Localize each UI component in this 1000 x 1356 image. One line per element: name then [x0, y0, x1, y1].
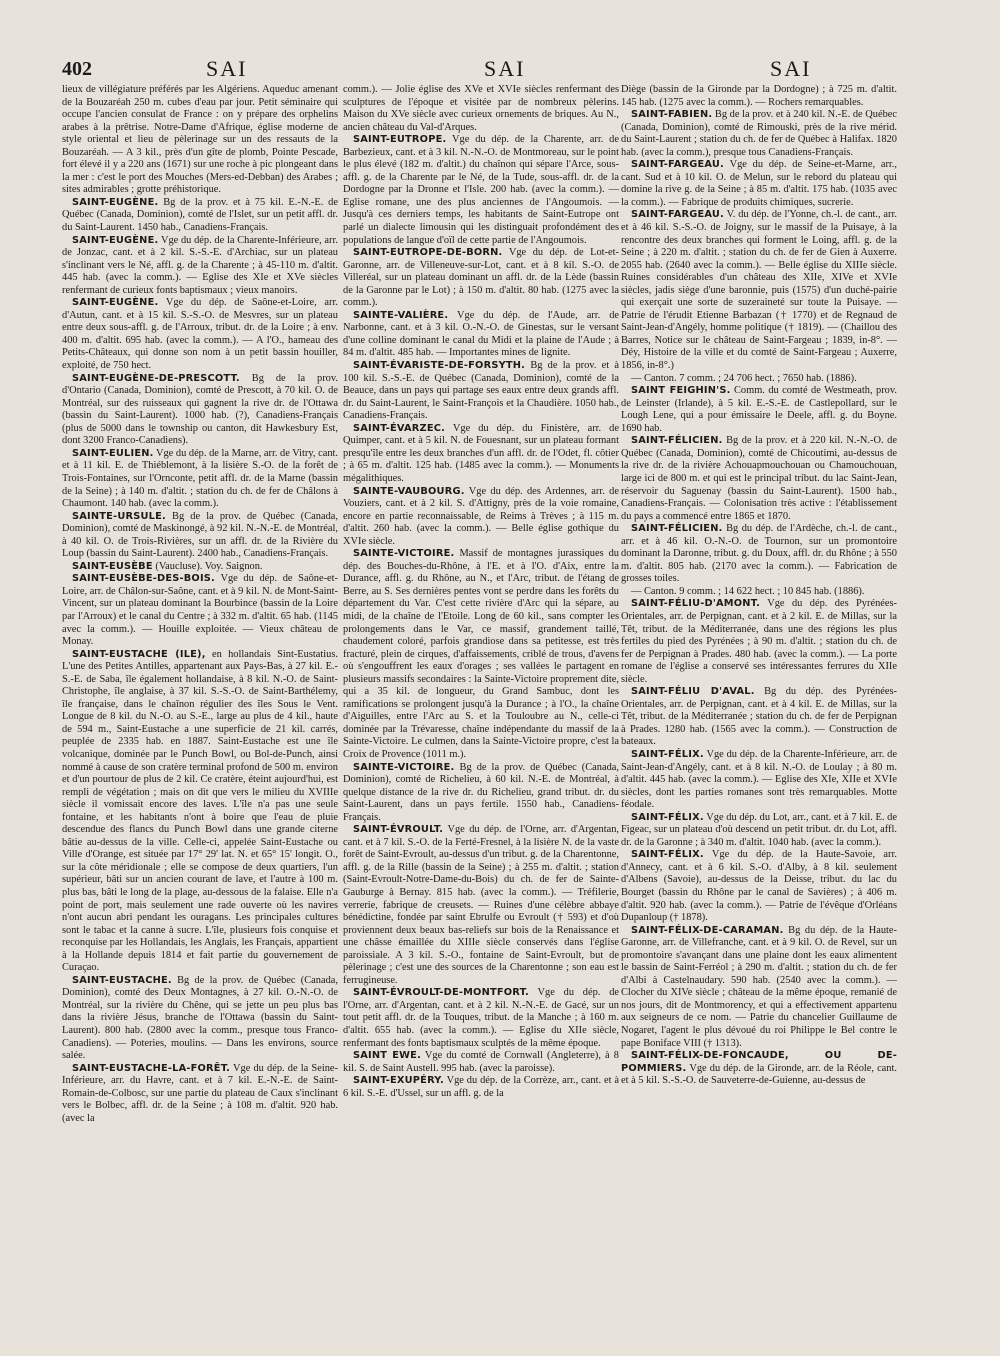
entry-text: — Canton. 7 comm. ; 24 706 hect. ; 7650 hab. (1886). [631, 372, 857, 384]
entry-headword: SAINT-EUSÈBE [72, 560, 153, 572]
entry-text: Vge du dép. de la Charente-Inférieure, arr. de Saint-Jean-d'Angély, cant. et à 8 kil. N.-O. de Loulay ; à 80 m. d'altit. 445 hab. (avec la comm.). — Eglise des XIe, XIIe et XVIe siècles, dont les parties romanes sont très remarquables. Motte féodale. [621, 748, 897, 811]
entry-text: Vge du dép. du Lot, arr., cant. et à 7 kil. E. de Figeac, sur un plateau d'où descend un petit tribut. dr. du Lot, affl. dr. de la Garonne ; à 340 m. d'altit. 1040 hab. (avec la comm.). [621, 811, 897, 848]
running-head-center: SAI [484, 56, 526, 81]
dictionary-entry [62, 84, 338, 197]
dictionary-entry [621, 686, 897, 749]
entry-headword: SAINT-FÉLIX-DE-CARAMAN. [631, 924, 784, 936]
entry-text: Bg de la prov. et à 220 kil. N.-N.-O. de Québec (Canada, Dominion), comté de Chicoutimi, au-dessus de la rive dr. de la rivière Achouapmouchouan ou Chamouchouan, large ici de 800 m. et qui est le principal tribut. du lac Saint-Jean, réservoir du Saguenay (bassin du Saint-Laurent). 1500 hab., Canadiens-Français. — Colonisation très active : l'établissement du pays a commencé entre 1865 et 1870. [621, 435, 897, 522]
dictionary-entry [343, 987, 619, 1050]
entry-text: en hollandais Sint-Eustatius. L'une des Petites Antilles, appartenant aux Pays-Bas, à 27 kil. E.-S.-E. de Saba, île également hollandaise, à 8 kil. N.-O. de Saint-Christophe, île anglaise, à 37 kil. S.-S.-O. de Saint-Barthélemy, île française, dans le chaînon régulier des îles Sous le Vent. Longue de 8 kil. du N.-O. au S.-E., large au plus de 4 kil., haute de 594 m., Saint-Eustache a une superficie de 21 kil. carrés, peuplée de 2335 hab. en 1887. Saint-Eustache est une île volcanique, dominée par le Punch Bowl, ou Bol-de-Punch, ainsi nommé à cause de son cratère terminal profond de 500 m. environ et d'un pourtour de plus de 2 kil. Ce cratère, éteint aujourd'hui, est rempli de végétation ; mais on dit que vers le milieu du XVIIIe siècle il vomissait encore des laves. L'île n'a pas une seule fontaine, et les habitants n'ont à boire que l'eau de pluie descendue des flancs du Punch Bowl dans une grande citerne bâtie au-dessus de la ville. Celle-ci, appelée Saint-Eustache ou Ville d'Orange, est située par 17° 29' lat. N. et 65° 15' longit. O., sur la côte méridionale ; elle se compose de deux quartiers, l'un supérieur, bâti sur un ancien courant de lave, et l'autre à 100 m. plus bas, bâti le long de la plage, au-dessous de la falaise. Elle n'a point de port, mais seulement une rade ouverte où les navires n'ont aucun abri pendant les ouragans. Les principales cultures sont le tabac et la canne à sucre. L'île, plusieurs fois conquise et reconquise par les Hollandais, les Anglais, les Français, appartient à la Hollande depuis 1814 et fait partie du gouvernement de Curaçao. [62, 648, 338, 974]
entry-text: Vge du dép. de la Gironde, arr. de la Réole, cant. et à 5 kil. S.-S.-O. de Sauveterre-de-Guienne, au-dessus de [621, 1062, 897, 1087]
dictionary-entry [621, 84, 897, 109]
dictionary-entry [621, 435, 897, 523]
entry-headword: SAINTE-VAUBOURG. [353, 485, 465, 497]
entry-headword: SAINT-FÉLIU-D'AMONT. [631, 598, 760, 610]
column-1 [62, 84, 338, 1125]
dictionary-entry [343, 134, 619, 247]
column-2 [343, 84, 619, 1100]
entry-text: Bg de la prov. d'Ontario (Canada, Dominion), comté de Prescott, à 70 kil. O. de Montréal, sur des ruisseaux qui gagnent la rive dr. de l'Ottawa (bassin du Saint-Laurent). 1000 hab. (?), Canadiens-Français (plus de 5000 dans le township ou canton, dit Hawkesbury Est, dont 3200 Franco-Canadiens). [62, 372, 338, 447]
entry-text: — Canton. 9 comm. ; 14 622 hect. ; 10 845 hab. (1886). [631, 585, 865, 597]
entry-text: Bg de la prov. et à 100 kil. S.-S.-E. de Québec (Canada, Dominion), comté de la Beauce, dans un pays qui partage ses eaux entre deux grands affl. dr. du Saint-Laurent, le Saint-François et la Chaudière. 1050 hab., Canadiens-Français. [343, 360, 619, 422]
entry-headword: SAINT-FÉLIX. [631, 811, 704, 823]
dictionary-entry [621, 209, 897, 372]
entry-text: Massif de montagnes jurassiques du dép. des Bouches-du-Rhône, à l'E. et à l'O. d'Aix, entre la Durance, affl. g. du Rhône, au N., et l'Arc, tribut. de l'étang de Berre, au S. Ses dernières pentes vont se perdre dans les forêts du département du Var. C'est cette rivière d'Arc qui la sépare, au midi, de la chaîne de l'Etoile. Long de 60 kil., sans compter les prolongements dans le Var, ce massif, grandement taillé, chaudement coloré, parfois grandiose dans sa petitesse, est très fracturé, plein de cirques, d'affaissements, criblé de trous, d'avens où s'engouffrent les eaux d'orages ; ses vallées le partagent en plusieurs massifs secondaires : la Sainte-Victoire proprement dite, qui a 35 kil. de longueur, du Grand Sambuc, dont les ramifications se prolongent jusqu'à la Durance ; à l'O., la chaîne d'Aiguilles, entre l'Arc au S. et la Touloubre au N., celle-ci dominée par la Trévaresse, chaîne indépendante du massif de la Sainte-Victoire. Le culmen, dans la Sainte-Victoire propre, c'est la Croix de Provence (1011 m.). [343, 548, 619, 760]
entry-text: Vge du dép. de l'Orne, arr. d'Argentan, cant. et à 7 kil. S.-O. de la Ferté-Fresnel, à la lisière N. de la vaste forêt de Saint-Evroult, au-dessus d'un tribut. g. de la Charentonne, affl. g. de la Rille (bassin de la Seine) ; à 255 m. d'altit. ; station (Saint-Evroult-Notre-Dame-du-Bois) du ch. de fer de Sainte-Gauburge à Bernay. 815 hab. (avec la comm.). — Tréfilerie, verrerie, fabrique de creusets. — Ruines d'une célèbre abbaye bénédictine, fondée par saint Ebrulfe ou Evroult († 593) et d'où proviennent deux beaux bas-reliefs sur bois de la Renaissance et une châsse émaillée du XIIIe siècle conservés dans l'église paroissiale. A 3 kil. S.-O., fontaine de Saint-Evroult, but de pèlerinage ; c'est une des sources de la Charentonne ; son eau est ferrugineuse. [343, 824, 619, 986]
dictionary-entry [621, 849, 897, 924]
entry-text: comm.). — Jolie église des XVe et XVIe siècles renfermant des sculptures de l'époque et visitée par de nombreux pèlerins. Maison du XVe siècle avec curieux ornements de briques. Au N., ancien château du Val-d'Arques. [343, 84, 619, 133]
dictionary-entry [62, 511, 338, 561]
running-head-left: SAI [206, 56, 248, 81]
entry-headword: SAINT-EXUPÉRY. [353, 1075, 444, 1087]
dictionary-entry [621, 586, 897, 599]
entry-headword: SAINT-EUSÈBE-DES-BOIS. [72, 573, 215, 585]
entry-headword: SAINTE-VALIÈRE. [353, 309, 449, 321]
entry-headword: SAINTE-VICTOIRE. [353, 761, 455, 773]
dictionary-entry [343, 1075, 619, 1100]
entry-headword: SAINT-EUTROPE-DE-BORN. [353, 247, 503, 259]
dictionary-entry [621, 1050, 897, 1088]
dictionary-entry [62, 235, 338, 298]
entry-headword: SAINT-FÉLICIEN. [631, 435, 723, 447]
entry-text: V. du dép. de l'Yonne, ch.-l. de cant., arr. et à 46 kil. S.-S.-O. de Joigny, sur le massif de la Puisaye, à la rencontre des deux branches qui forment le Loing, affl. g. de la Seine ; à 220 m. d'altit. ; station du ch. de fer de Gien à Auxerre. 2055 hab. (2640 avec la comm.). — Belle église du XIIIe siècle. Ruines considérables d'un château des XIIe, XIVe et XVIe siècles, jadis siège d'une baronnie, puis (1575) d'un duché-pairie qui exerçait une sorte de suzeraineté sur toute la Puisaye. — Patrie de l'érudit Etienne Barbazan († 1770) et de Regnaud de Saint-Jean-d'Angély, homme politique († 1819). — (Chaillou des Barres, Notice sur le château de Saint-Fargeau ; 1839, in-8°. — Déy, Histoire de la ville et du comté de Saint-Fargeau ; Auxerre, 1856, in-8°.) [621, 209, 897, 372]
entry-headword: SAINT-ÉVARISTE-DE-FORSYTH. [353, 360, 526, 372]
entry-headword: SAINT-FÉLIX. [631, 748, 704, 760]
entry-headword: SAINT-FARGEAU. [631, 159, 724, 171]
entry-text: Bg de la prov. de Québec (Canada, Dominion), comté de Maskinongé, à 92 kil. N.-N.-E. de Montréal, à 40 kil. O. de Trois-Rivières, sur un affl. dr. de la Rivière du Loup (bassin du Saint-Laurent). 2400 hab., Canadiens-Français. [62, 510, 338, 560]
entry-headword: SAINTE-VICTOIRE. [353, 548, 455, 560]
entry-headword: SAINT-ÉVROULT. [353, 824, 444, 836]
entry-headword: SAINT-EUGÈNE. [72, 196, 159, 208]
entry-text: Bg de la prov. de Québec (Canada, Dominion), comté des Deux Montagnes, à 27 kil. O.-N.-O. de Montréal, sur la rivière du Chêne, qui se jette un peu plus bas dans la rivière Jésus, branche de l'Ottawa (bassin du Saint-Laurent). 800 hab. (2800 avec la comm., presque tous Franco-Canadiens). — Poteries, moulins. — Dans les environs, source salée. [62, 974, 338, 1062]
dictionary-entry [621, 523, 897, 586]
dictionary-entry [62, 561, 338, 574]
entry-text: Vge du dép. de la Seine-Inférieure, arr. du Havre, cant. et à 7 kil. E.-N.-E. de Saint-Romain-de-Colbosc, sur une partie du plateau de Caux s'inclinant vers le Bolbec, affl. dr. de la Seine ; à 108 m. d'altit. 920 hab. (avec la [62, 1062, 338, 1124]
page-number: 402 [62, 58, 92, 80]
dictionary-entry [62, 975, 338, 1063]
entry-text: Vge du dép. de Saône-et-Loire, arr. de Châlon-sur-Saône, cant. et à 9 kil. N. de Mont-Saint-Vincent, sur un plateau dominant la Bourbince (bassin de la Loire par l'Arroux) et le canal du Centre ; à 332 m. d'altit. 65 hab. (1145 avec la comm.). — Houille exploitée. — Vieux château de Monay. [62, 573, 338, 648]
entry-text: Vge du dép. de la Haute-Savoie, arr. d'Annecy, cant. et à 6 kil. S.-O. d'Alby, à 8 kil. seulement d'Albens (Savoie), au-dessus de la Deisse, tribut. du lac du Bourget (bassin du Rhône par le canal de Savières) ; à 406 m. d'altit. 920 hab. (avec la comm.). — Patrie de l'évêque d'Orléans Dupanloup († 1878). [621, 849, 897, 924]
dictionary-entry [62, 297, 338, 372]
dictionary-entry [343, 423, 619, 486]
dictionary-entry [62, 448, 338, 511]
entry-text: Vge du dép. de l'Orne, arr. d'Argentan, cant. et à 2 kil. N.-N.-E. de Gacé, sur un tout petit affl. dr. de la Touques, tribut. de la Manche ; à 160 m. d'altit. 655 hab. (avec la comm.). — Eglise du XIIe siècle, renfermant des fonts baptismaux sculptés de la même époque. [343, 987, 619, 1049]
entry-headword: SAINT-FÉLICIEN. [631, 523, 723, 535]
entry-text: Bg du dép. des Pyrénées-Orientales, arr. de Perpignan, cant. et à 4 kil. E. de Millas, sur la Têt, tribut. de la Méditerranée ; station du ch. de fer de Perpignan à Prades. 1280 hab. (1565 avec la comm.). — Construction de bateaux. [621, 686, 897, 748]
dictionary-entry [621, 159, 897, 209]
dictionary-entry [62, 649, 338, 975]
entry-headword: SAINT FEIGHIN'S. [631, 385, 731, 397]
dictionary-entry [621, 812, 897, 850]
column-3 [621, 84, 897, 1088]
entry-text: Vge du dép. de la Corrèze, arr., cant. et à 6 kil. S.-E. d'Ussel, sur un affl. g. de la [343, 1075, 619, 1099]
dictionary-entry [62, 197, 338, 235]
entry-headword: SAINT-EUSTACHE (ILE), [72, 648, 206, 660]
entry-text: Bg du dép. de l'Ardèche, ch.-l. de cant., arr. et à 46 kil. O.-N.-O. de Tournon, sur un promontoire dominant la Daronne, tribut. g. du Doux, affl. dr. du Rhône ; à 550 m. d'altit. 805 hab. (2170 avec la comm.). — Fabrication de grosses toiles. [621, 523, 897, 585]
dictionary-entry [621, 598, 897, 686]
entry-headword: SAINTE-URSULE. [72, 510, 166, 522]
dictionary-entry [343, 824, 619, 987]
entry-text: Vge du dép. de la Charente-Inférieure, arr. de Jonzac, cant. et à 2 kil. S.-S.-E. d'Archiac, sur un plateau s'inclinant vers le Né, affl. g. de la Charente ; à 45-110 m. d'altit. 445 hab. (avec la comm.). — Eglise des XIe et XVe siècles renfermant de curieux fonts baptismaux ; vieux manoirs. [62, 234, 338, 296]
entry-headword: SAINT-EUGÈNE. [72, 297, 159, 309]
dictionary-entry [621, 109, 897, 159]
entry-headword: SAINT-EUGÈNE-DE-PRESCOTT. [72, 372, 240, 384]
entry-headword: SAINT-FARGEAU. [631, 209, 724, 221]
dictionary-entry [343, 310, 619, 360]
dictionary-entry [621, 373, 897, 386]
dictionary-entry [343, 360, 619, 423]
dictionary-entry [343, 762, 619, 825]
entry-text: Vge du dép. de Saône-et-Loire, arr. d'Autun, cant. et à 15 kil. S.-S.-O. de Mesvres, sur un plateau entre deux sous-affl. g. de l'Arroux, tribut. dr. de la Loire ; à env. 400 m. d'altit. 695 hab. (avec la comm.). — A l'O., hameau des Petits-Châteaux, qui donne son nom à un petit bassin houiller, exploité, de 750 hect. [62, 297, 338, 372]
entry-headword: SAINT-FÉLIX-DE-FONCAUDE, OU DE-POMMIERS. [621, 1050, 897, 1074]
entry-text: Comm. du comté de Westmeath, prov. de Leinster (Irlande), à 5 kil. E.-S.-E. de Castlepollard, sur le Lough Lene, qui a pour émissaire le Deele, affl. g. du Boyne. 1690 hab. [621, 385, 897, 434]
entry-text: Vge du dép. de l'Aude, arr. de Narbonne, cant. et à 3 kil. O.-N.-O. de Ginestas, sur le versant d'une colline dominant le canal du Midi et la plaine de l'Aude ; à 84 m. d'altit. 485 hab. — Importantes mines de lignite. [343, 309, 619, 359]
entry-text: Vge du dép. de la Charente, arr. de Barbezieux, cant. et à 3 kil. N.-N.-O. de Montmoreau, sur le point le plus élevé (182 m. d'altit.) du chaînon qui sépare l'Arce, sous-affl. g. de la Charente par le Né, de la Tude, sous-affl. dr. de la Dordogne par la Dronne et l'Isle. 200 hab. (avec la comm.). — Eglise romane, une des plus anciennes de l'Angoumois. — Jusqu'à ces derniers temps, les habitants de Saint-Eutrope ont parlé un dialecte limousin qui les distinguait profondément des populations de langue d'oïl de cette partie de l'Angoumois. [343, 134, 619, 246]
dictionary-entry [621, 925, 897, 1050]
entry-headword: SAINT-FABIEN. [631, 109, 713, 121]
dictionary-entry [62, 373, 338, 448]
entry-headword: SAINT-EUTROPE. [353, 134, 447, 146]
dictionary-entry [621, 385, 897, 435]
entry-text: Vge du dép. de Lot-et-Garonne, arr. de Villeneuve-sur-Lot, cant. et à 8 kil. S.-O. de Villeréal, sur un plateau dominant un affl. dr. de la Lède (bassin de la Garonne par le Lot) ; à 150 m. d'altit. 80 hab. (1275 avec la comm.). [343, 247, 619, 309]
dictionary-entry [62, 573, 338, 648]
entry-headword: SAINT-FÉLIU D'AVAL. [631, 686, 755, 698]
dictionary-entry [343, 548, 619, 761]
entry-headword: SAINT-ÉVROULT-DE-MONTFORT. [353, 987, 529, 999]
entry-headword: SAINT-EUGÈNE. [72, 234, 159, 246]
entry-text: Bg de la prov. et à 75 kil. E.-N.-E. de Québec (Canada, Dominion), comté de l'Islet, sur un petit affl. dr. du Saint-Laurent. 1450 hab., Canadiens-Français. [62, 196, 338, 234]
dictionary-entry [343, 486, 619, 549]
entry-headword: SAINT EWE. [353, 1050, 421, 1062]
entry-headword: SAINT-ÉVARZEC. [353, 422, 446, 434]
entry-text: (Vaucluse). Voy. Saignon. [155, 560, 263, 572]
entry-headword: SAINT-EUSTACHE-LA-FORÊT. [72, 1062, 231, 1074]
dictionary-entry [62, 1063, 338, 1126]
entry-text: Bg de la prov. de Québec (Canada, Dominion), comté de Richelieu, à 60 kil. N.-E. de Montréal, à quelque distance de la rive dr. du Richelieu, grand tribut. dr. du Saint-Laurent, dans un pays fertile. 1550 hab., Canadiens-Français. [343, 761, 619, 823]
dictionary-entry [343, 1050, 619, 1075]
entry-text: Bg de la prov. et à 240 kil. N.-E. de Québec (Canada, Dominion), comté de Rimouski, près de la rive mérid. du Saint-Laurent ; station du ch. de fer de Québec à Halifax. 1820 hab. (avec la comm.), presque tous Canadiens-Français. [621, 109, 897, 158]
dictionary-entry [343, 84, 619, 134]
dictionary-entry [343, 247, 619, 310]
entry-text: Vge du dép. du Finistère, arr. de Quimper, cant. et à 5 kil. N. de Fouesnant, sur un plateau formant presqu'île entre les deux branches d'un affl. dr. de l'Odet, fl. côtier ; à 65 m. d'altit. 125 hab. (1485 avec la comm.). — Monuments mégalithiques. [343, 422, 619, 484]
entry-text: Vge du dép. des Ardennes, arr. de Vouziers, cant. et à 2 kil. S. d'Attigny, près de la voie romaine, encore en partie reconnaissable, de Reims à Trèves ; à 115 m. d'altit. 260 hab. (avec la comm.). — Belle église gothique du XVIe siècle. [343, 485, 619, 547]
entry-text: Vge du dép. de la Marne, arr. de Vitry, cant. et à 11 kil. E. de Thiéblemont, à la lisière S.-O. de la forêt de Trois-Fontaines, sur l'Ornconte, petit affl. dr. de la Marne (bassin de la Seine) ; à 140 m. d'altit. ; station du ch. de fer de Châlons à Chaumont. 140 hab. (avec la comm.). [62, 447, 338, 510]
entry-headword: SAINT-EULIEN. [72, 447, 154, 459]
dictionary-entry [621, 749, 897, 812]
entry-text: Vge du dép. des Pyrénées-Orientales, arr. de Perpignan, cant. et à 2 kil. E. de Millas, sur la Têt, tribut. de la Méditerranée, dans une des régions les plus fertiles du pied des Pyrénées ; à 90 m. d'altit. ; station du ch. de fer de Perpignan à Prades. 480 hab. (avec la comm.). — La porte romane de l'église a conservé ses intéressantes ferrures du XIIe siècle. [621, 598, 897, 685]
entry-text: Bg du dép. de la Haute-Garonne, arr. de Villefranche, cant. et à 9 kil. O. de Revel, sur un promontoire s'avançant dans une plaine dont les eaux alimentent le bassin de Saint-Ferréol ; à 290 m. d'altit. ; station du ch. de fer d'Albi à Castelnaudary. 590 hab. (2540 avec la comm.). — Clocher du XIVe siècle ; château de la même époque, remanié de nos jours, dit de Montmorency, et qui a effectivement appartenu aux seigneurs de ce nom. — Patrie du chancelier Guillaume de Nogaret, l'agent le plus dévoué du roi Philippe le Bel contre le pape Boniface VIII († 1313). [621, 924, 897, 1049]
running-head-right: SAI [770, 56, 812, 81]
entry-headword: SAINT-FÉLIX. [631, 849, 704, 861]
entry-text: Diège (bassin de la Gironde par la Dordogne) ; à 725 m. d'altit. 145 hab. (1275 avec la comm.). — Rochers remarquables. [621, 84, 897, 108]
entry-text: lieux de villégiature préférés par les Algériens. Aqueduc amenant de la Bouzaréah 250 m. cubes d'eau par jour. Petit séminaire qui occupe l'ancien consulat de France : on y prépare des orphelins arabes à la prêtrise. Notre-Dame d'Afrique, église moderne de style oriental et lieu de pèlerinage sur un des ressauts de la Bouzaréah. — A 3 kil., près d'un gîte de plomb, Pointe Pescade, fort élevé il y a 220 ans (1671) sur une roche à pic plongeant dans la mer : c'est le port des Mouches (Mers-ed-Debban) des Arabes ; sites admirables ; grotte préhistorique. [62, 84, 338, 196]
entry-headword: SAINT-EUSTACHE. [72, 974, 172, 986]
entry-text: Vge du dép. de Seine-et-Marne, arr., cant. Sud et à 10 kil. O. de Melun, sur le rebord du plateau qui domine la rive g. de la Seine ; à 85 m. d'altit. 175 hab. (1035 avec la comm.). — Fabrique de produits chimiques, sucrerie. [621, 159, 897, 208]
entry-text: Vge du comté de Cornwall (Angleterre), à 8 kil. S. de Saint Austell. 995 hab. (avec la paroisse). [343, 1050, 619, 1074]
